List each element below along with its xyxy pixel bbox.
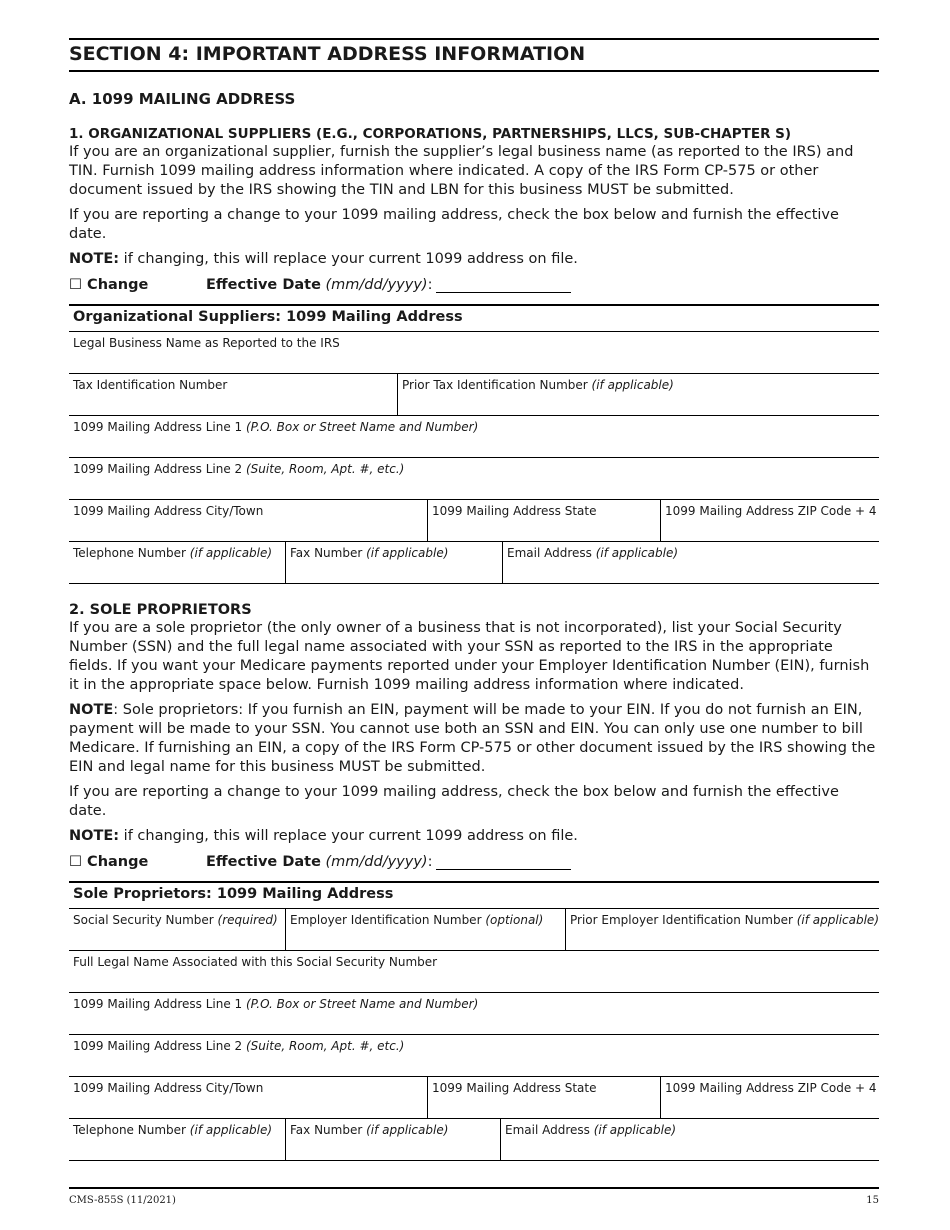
sole-email-field[interactable] <box>500 1119 879 1160</box>
org-email-label: Email Address <box>507 546 592 560</box>
sole-form-title: Sole Proprietors: 1099 Mailing Address <box>69 881 879 909</box>
org-prior-tin-label: Prior Tax Identification Number <box>402 378 588 392</box>
sole-fax-label: Fax Number <box>290 1123 363 1137</box>
org-note-label: NOTE: <box>69 251 120 267</box>
org-phone-note: (if applicable) <box>189 546 273 560</box>
sole-row-contact <box>69 1119 879 1161</box>
sole-fax-field[interactable] <box>285 1119 500 1160</box>
org-line2-label: 1099 Mailing Address Line 2 <box>73 462 243 476</box>
subsection-heading: A. 1099 MAILING ADDRESS <box>69 90 296 108</box>
org-state-field[interactable] <box>427 500 660 541</box>
footer-page-number: 15 <box>866 1195 879 1206</box>
sole-note-2 <box>69 827 879 846</box>
org-line1-label: 1099 Mailing Address Line 1 <box>73 420 243 434</box>
org-email-field[interactable] <box>502 542 879 583</box>
org-row-city <box>69 500 879 542</box>
sole-zip-field[interactable] <box>660 1077 879 1118</box>
sole-phone-note: (if applicable) <box>189 1123 273 1137</box>
sole-email-note: (if applicable) <box>593 1123 677 1137</box>
org-row-contact <box>69 542 879 584</box>
org-row-line2 <box>69 458 879 500</box>
sole-row-line2 <box>69 1035 879 1077</box>
section-title: SECTION 4: IMPORTANT ADDRESS INFORMATION <box>69 38 879 72</box>
sole-line2-field[interactable] <box>69 1035 879 1076</box>
org-effective-label: Effective Date <box>206 277 321 293</box>
org-state-label: 1099 Mailing Address State <box>432 504 597 518</box>
sole-full-name-label: Full Legal Name Associated with this Social Security Number <box>73 955 438 969</box>
sole-effective-colon: : <box>427 854 433 870</box>
sole-note-1 <box>69 701 879 777</box>
sole-note1-text: : Sole proprietors: If you furnish an EIN, payment will be made to your EIN. If you do not furnish an EIN, payment will be made to your SSN. You cannot use both an SSN and EIN. You can only use one number to bill Medicare. If furnishing an EIN, a copy of the IRS Form CP-575 or other document issued by the IRS showing the EIN and legal name for this business MUST be submitted. <box>69 702 876 775</box>
sole-email-label: Email Address <box>505 1123 590 1137</box>
sole-prior-ein-note: (if applicable) <box>796 913 879 927</box>
org-phone-label: Telephone Number <box>73 546 186 560</box>
org-prior-tin-field[interactable] <box>397 374 879 415</box>
org-line1-note: (P.O. Box or Street Name and Number) <box>246 420 479 434</box>
org-zip-field[interactable] <box>660 500 879 541</box>
org-fax-field[interactable] <box>285 542 502 583</box>
footer-form-id: CMS-855S (11/2021) <box>69 1195 176 1206</box>
org-form-title: Organizational Suppliers: 1099 Mailing Address <box>69 304 879 332</box>
org-effective-date-field[interactable] <box>436 278 571 293</box>
org-line1-field[interactable] <box>69 416 879 457</box>
sole-prior-ein-field[interactable] <box>565 909 879 950</box>
sole-row-city <box>69 1077 879 1119</box>
sole-city-label: 1099 Mailing Address City/Town <box>73 1081 264 1095</box>
org-tin-label: Tax Identification Number <box>73 378 228 392</box>
sole-ssn-field[interactable] <box>69 909 285 950</box>
org-fax-label: Fax Number <box>290 546 363 560</box>
org-phone-field[interactable] <box>69 542 285 583</box>
sole-full-name-field[interactable] <box>69 951 879 992</box>
sole-line1-label: 1099 Mailing Address Line 1 <box>73 997 243 1011</box>
org-prior-tin-note: (if applicable) <box>591 378 674 392</box>
org-legal-name-field[interactable] <box>69 332 879 373</box>
sole-effective-format: (mm/dd/yyyy) <box>325 854 428 870</box>
org-tin-field[interactable] <box>69 374 397 415</box>
org-paragraph-2: If you are reporting a change to your 1099 mailing address, check the box below and furnish the effective date. <box>69 207 839 242</box>
sole-form <box>69 881 879 1161</box>
sole-prior-ein-label: Prior Employer Identification Number <box>570 913 793 927</box>
org-city-field[interactable] <box>69 500 427 541</box>
sole-line2-label: 1099 Mailing Address Line 2 <box>73 1039 243 1053</box>
org-city-label: 1099 Mailing Address City/Town <box>73 504 264 518</box>
sole-row-ids <box>69 909 879 951</box>
page-footer <box>69 1187 879 1206</box>
org-form <box>69 304 879 584</box>
org-email-note: (if applicable) <box>595 546 679 560</box>
sole-line1-note: (P.O. Box or Street Name and Number) <box>246 997 479 1011</box>
sole-city-field[interactable] <box>69 1077 427 1118</box>
org-note <box>69 250 879 269</box>
org-zip-label: 1099 Mailing Address ZIP Code + 4 <box>665 504 877 518</box>
sole-fax-note: (if applicable) <box>366 1123 449 1137</box>
sole-note1-label: NOTE <box>69 702 114 718</box>
org-effective-format: (mm/dd/yyyy) <box>325 277 428 293</box>
sole-paragraph-2: If you are reporting a change to your 1099 mailing address, check the box below and furnish the effective date. <box>69 784 839 819</box>
org-legal-name-label: Legal Business Name as Reported to the IRS <box>73 336 340 350</box>
sole-phone-field[interactable] <box>69 1119 285 1160</box>
sole-ein-label: Employer Identification Number <box>290 913 482 927</box>
sole-change-checkbox[interactable]: ☐ Change <box>69 854 149 870</box>
sole-zip-label: 1099 Mailing Address ZIP Code + 4 <box>665 1081 877 1095</box>
sole-heading: 2. SOLE PROPRIETORS <box>69 602 252 618</box>
org-heading: 1. ORGANIZATIONAL SUPPLIERS (E.G., CORPORATIONS, PARTNERSHIPS, LLCS, SUB-CHAPTER S) <box>69 126 792 142</box>
org-note-text: if changing, this will replace your current 1099 address on file. <box>119 251 578 267</box>
sole-note-label: NOTE: <box>69 828 120 844</box>
page-content <box>69 38 879 1161</box>
sole-row-line1 <box>69 993 879 1035</box>
sole-phone-label: Telephone Number <box>73 1123 186 1137</box>
sole-ein-field[interactable] <box>285 909 565 950</box>
org-change-checkbox[interactable]: ☐ Change <box>69 277 149 293</box>
org-paragraph-1: If you are an organizational supplier, furnish the supplier’s legal business name (as reported to the IRS) and TIN. Furnish 1099 mailing address information where indicated. A copy of the IRS Form CP-575 or other document issued by the IRS showing the TIN and LBN for this business MUST be submitted. <box>69 144 854 198</box>
org-effective-colon: : <box>427 277 433 293</box>
org-row-line1 <box>69 416 879 458</box>
sole-ein-note: (optional) <box>485 913 544 927</box>
sole-ssn-label: Social Security Number <box>73 913 214 927</box>
sole-change-row <box>69 852 879 872</box>
sole-effective-date <box>206 854 571 870</box>
org-fax-note: (if applicable) <box>366 546 449 560</box>
sole-line2-note: (Suite, Room, Apt. #, etc.) <box>246 1039 405 1053</box>
sole-paragraph-1: If you are a sole proprietor (the only owner of a business that is not incorporated), list your Social Security Number (SSN) and the full legal name associated with your SSN as reported to the IRS in the appropriate fields. If you want your Medicare payments reported under your Employer Identification Number (EIN), furnish it in the appropriate space below. Furnish 1099 mailing address information where indicated. <box>69 620 870 693</box>
sole-row-full-name <box>69 951 879 993</box>
sole-effective-date-field[interactable] <box>436 855 571 870</box>
sole-ssn-note: (required) <box>217 913 278 927</box>
sole-effective-label: Effective Date <box>206 854 321 870</box>
sole-state-label: 1099 Mailing Address State <box>432 1081 597 1095</box>
org-line2-field[interactable] <box>69 458 879 499</box>
org-line2-note: (Suite, Room, Apt. #, etc.) <box>246 462 405 476</box>
org-change-row <box>69 275 879 295</box>
sole-line1-field[interactable] <box>69 993 879 1034</box>
sole-state-field[interactable] <box>427 1077 660 1118</box>
org-effective-date <box>206 277 571 293</box>
org-row-tin <box>69 374 879 416</box>
sole-note-text: if changing, this will replace your current 1099 address on file. <box>119 828 578 844</box>
org-row-legal-name <box>69 332 879 374</box>
